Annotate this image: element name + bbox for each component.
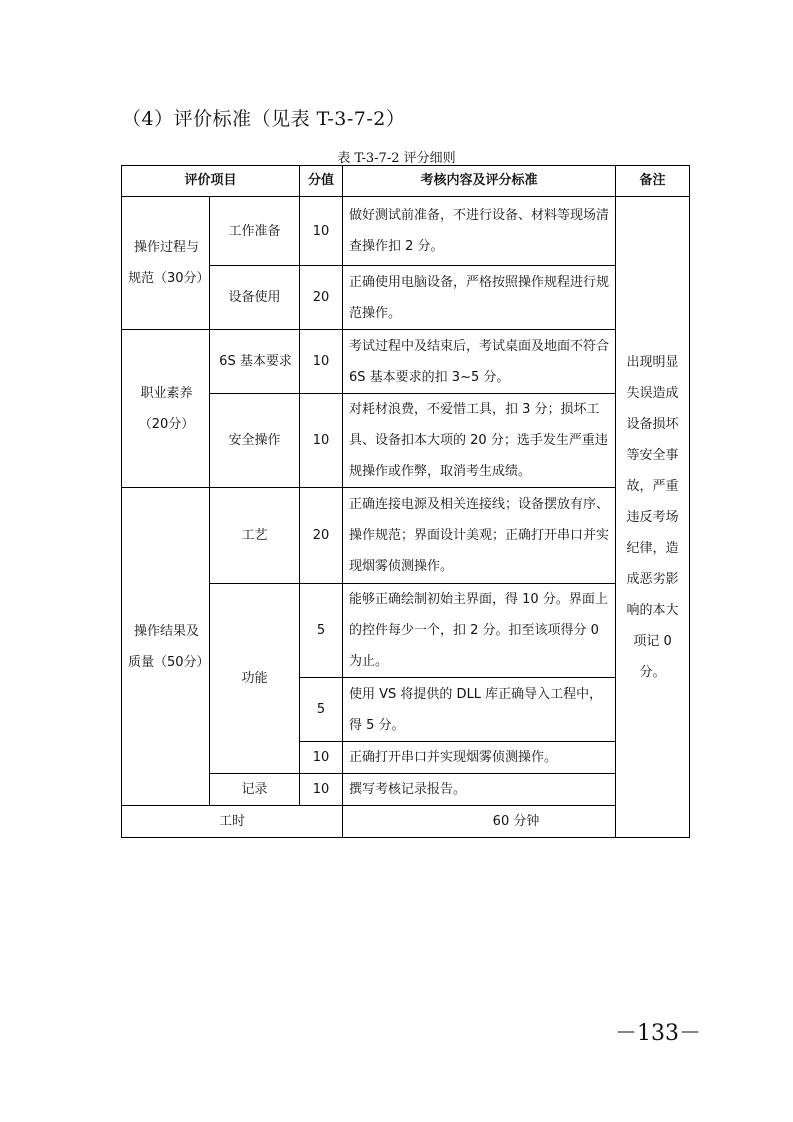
- content-cell: 使用 VS 将提供的 DLL 库正确导入工程中，得 5 分。: [343, 678, 616, 742]
- score-cell: 10: [300, 742, 343, 774]
- header-score: 分值: [300, 166, 343, 197]
- work-time-value: 60 分钟: [343, 806, 690, 838]
- scoring-table: [121, 165, 690, 838]
- content-cell: 做好测试前准备，不进行设备、材料等现场清查操作扣 2 分。: [343, 197, 616, 266]
- sub-item: 工作准备: [210, 197, 300, 266]
- sub-item: 记录: [210, 774, 300, 806]
- header-content: 考核内容及评分标准: [343, 166, 616, 197]
- score-cell: 10: [300, 774, 343, 806]
- table-header-row: [122, 166, 690, 197]
- work-time-label: 工时: [122, 806, 343, 838]
- score-cell: 5: [300, 678, 343, 742]
- group-label: 操作结果及质量（50分）: [122, 488, 210, 806]
- table-row: [122, 197, 690, 266]
- sub-item: 安全操作: [210, 394, 300, 488]
- sub-item: 6S 基本要求: [210, 330, 300, 394]
- table-row: [122, 488, 690, 584]
- group-label: 职业素养（20分）: [122, 330, 210, 488]
- sub-item: 工艺: [210, 488, 300, 584]
- section-heading: （4）评价标准（见表 T-3-7-2）: [122, 108, 406, 130]
- sub-item: 功能: [210, 584, 300, 774]
- note-cell: 出现明显失误造成设备损坏等安全事故，严重违反考场纪律，造成恶劣影响的本大项记 0 分。: [616, 197, 690, 838]
- sub-item: 设备使用: [210, 266, 300, 330]
- header-note: 备注: [616, 166, 690, 197]
- page-number: －133－: [615, 1021, 701, 1046]
- table-caption: 表 T-3-7-2 评分细则: [337, 151, 456, 166]
- header-item: 评价项目: [122, 166, 300, 197]
- score-cell: 20: [300, 266, 343, 330]
- content-cell: 撰写考核记录报告。: [343, 774, 616, 806]
- score-cell: 10: [300, 197, 343, 266]
- group-label: 操作过程与规范（30分）: [122, 197, 210, 330]
- table-row: [122, 330, 690, 394]
- content-cell: 考试过程中及结束后，考试桌面及地面不符合 6S 基本要求的扣 3~5 分。: [343, 330, 616, 394]
- score-cell: 20: [300, 488, 343, 584]
- content-cell: 正确连接电源及相关连接线；设备摆放有序、操作规范；界面设计美观；正确打开串口并实现烟雾侦测操作。: [343, 488, 616, 584]
- score-cell: 10: [300, 394, 343, 488]
- content-cell: 正确使用电脑设备，严格按照操作规程进行规范操作。: [343, 266, 616, 330]
- table-footer-row: [122, 806, 690, 838]
- content-cell: 能够正确绘制初始主界面，得 10 分。界面上的控件每少一个，扣 2 分。扣至该项得分 0 为止。: [343, 584, 616, 678]
- score-cell: 10: [300, 330, 343, 394]
- score-cell: 5: [300, 584, 343, 678]
- content-cell: 正确打开串口并实现烟雾侦测操作。: [343, 742, 616, 774]
- content-cell: 对耗材浪费，不爱惜工具，扣 3 分；损坏工具、设备扣本大项的 20 分；选手发生严重违规操作或作弊，取消考生成绩。: [343, 394, 616, 488]
